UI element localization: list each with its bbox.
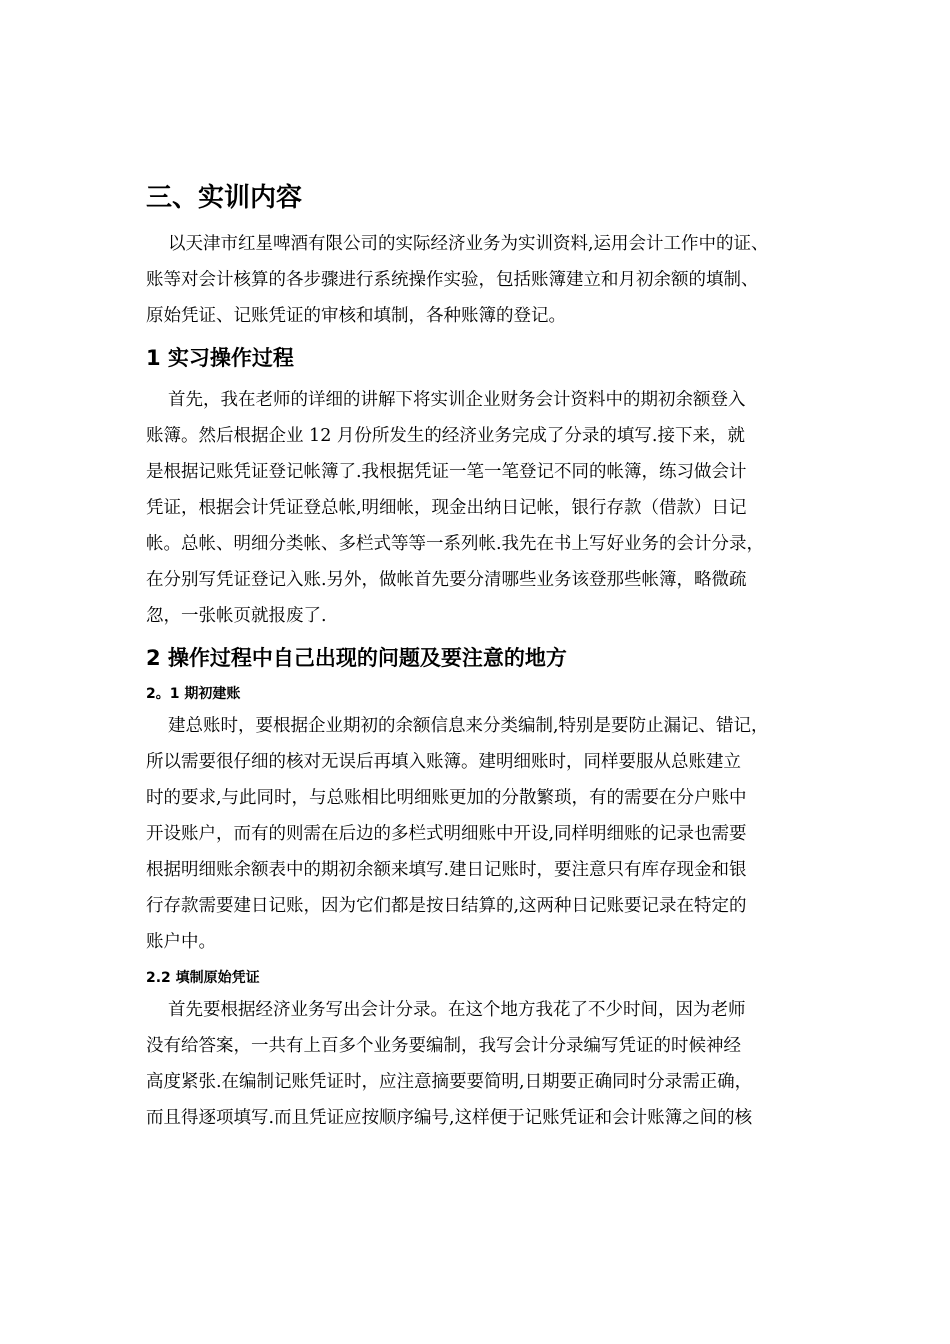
process-line: 在分别写凭证登记入账.另外，做帐首先要分清哪些业务该登那些帐簿，略微疏	[146, 570, 747, 590]
heading-operation-process: 1 实习操作过程	[146, 346, 294, 370]
initial-accounts-line: 时的要求,与此同时，与总账相比明细账更加的分散繁琐，有的需要在分户账中	[146, 788, 747, 808]
original-vouchers-line: 高度紧张.在编制记账凭证时，应注意摘要要简明,日期要正确同时分录需正确，	[146, 1072, 753, 1092]
initial-accounts-line: 开设账户，而有的则需在后边的多栏式明细账中开设,同样明细账的记录也需要	[146, 824, 747, 844]
process-line: 是根据记账凭证登记帐簿了.我根据凭证一笔一笔登记不同的帐簿，练习做会计	[146, 462, 747, 482]
process-line: 首先，我在老师的详细的讲解下将实训企业财务会计资料中的期初余额登入	[168, 390, 746, 410]
initial-accounts-line: 建总账时，要根据企业期初的余额信息来分类编制,特别是要防止漏记、错记，	[168, 716, 769, 736]
original-vouchers-paragraph	[146, 992, 816, 1136]
initial-accounts-line: 行存款需要建日记账，因为它们都是按日结算的,这两种日记账要记录在特定的	[146, 896, 747, 916]
process-line: 帐。总帐、明细分类帐、多栏式等等一系列帐.我先在书上写好业务的会计分录，	[146, 534, 765, 554]
initial-accounts-line: 所以需要很仔细的核对无误后再填入账簿。建明细账时，同样要服从总账建立	[146, 752, 741, 772]
original-vouchers-line: 没有给答案，一共有上百多个业务要编制，我写会计分录编写凭证的时候神经	[146, 1036, 741, 1056]
process-paragraph	[146, 382, 816, 634]
subheading-initial-accounts: 2。1 期初建账	[146, 686, 241, 702]
intro-paragraph	[146, 226, 816, 334]
subheading-original-vouchers: 2.2 填制原始凭证	[146, 970, 260, 986]
heading-problems: 2 操作过程中自己出现的问题及要注意的地方	[146, 646, 567, 670]
original-vouchers-line: 而且得逐项填写.而且凭证应按顺序编号,这样便于记账凭证和会计账簿之间的核	[146, 1108, 753, 1128]
process-line: 忽，一张帐页就报废了.	[146, 606, 327, 626]
section-title: 三、实训内容	[146, 183, 303, 213]
document-body	[146, 178, 816, 1142]
process-line: 账簿。然后根据企业 12 月份所发生的经济业务完成了分录的填写.接下来，就	[146, 426, 745, 446]
intro-line: 原始凭证、记账凭证的审核和填制，各种账簿的登记。	[146, 306, 566, 326]
initial-accounts-line: 根据明细账余额表中的期初余额来填写.建日记账时，要注意只有库存现金和银	[146, 860, 747, 880]
process-line: 凭证，根据会计凭证登总帐,明细帐，现金出纳日记帐，银行存款（借款）日记	[146, 498, 747, 518]
intro-line: 以天津市红星啤酒有限公司的实际经济业务为实训资料,运用会计工作中的证、	[168, 234, 769, 254]
initial-accounts-line: 账户中。	[146, 932, 216, 952]
original-vouchers-line: 首先要根据经济业务写出会计分录。在这个地方我花了不少时间，因为老师	[168, 1000, 746, 1020]
intro-line: 账等对会计核算的各步骤进行系统操作实验，包括账簿建立和月初余额的填制、	[146, 270, 759, 290]
initial-accounts-paragraph	[146, 708, 816, 960]
